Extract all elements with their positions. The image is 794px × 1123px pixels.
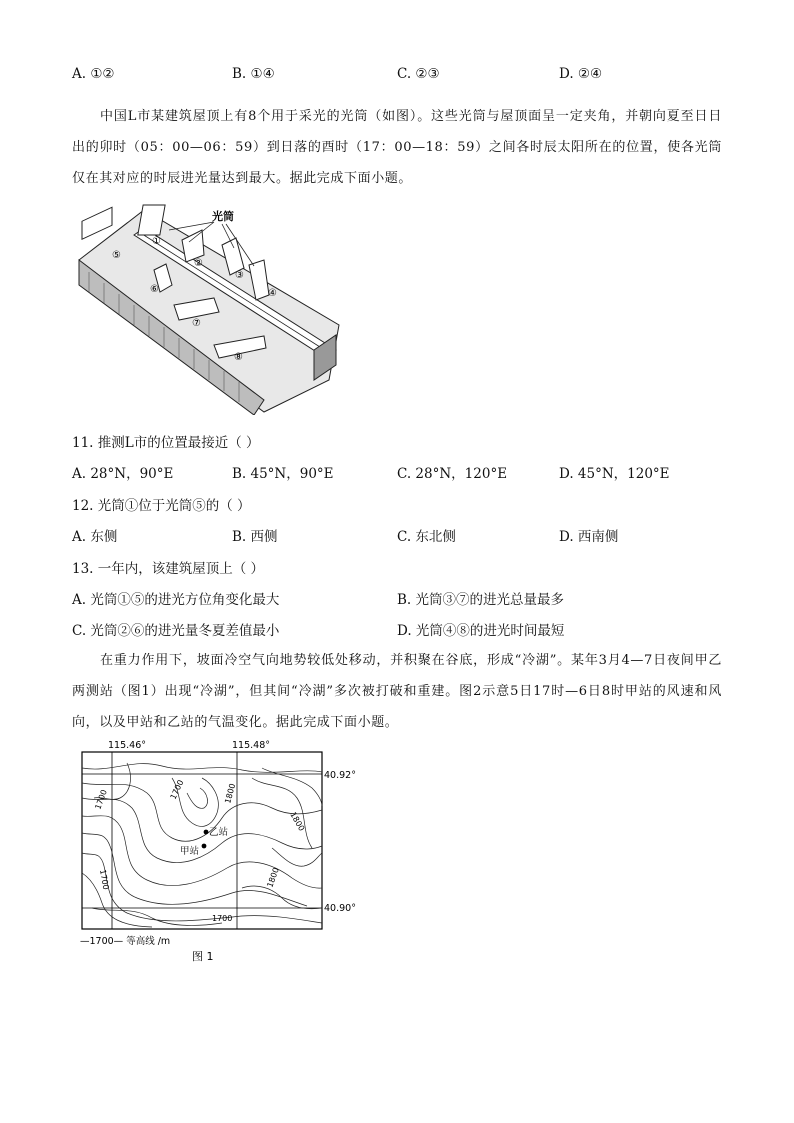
station-jia-dot [202,844,207,849]
marker-4: ④ [268,288,277,299]
q13-options-row1 [72,588,732,608]
contour-label-3: 1800 [223,782,238,805]
q13-option-c: C. 光筒②⑥的进光量冬夏差值最小 [72,623,280,639]
contour-label-4: 1800 [288,810,307,833]
station-yi-label: 乙站 [209,827,229,838]
station-yi-dot [204,830,209,835]
station-jia-label: 甲站 [180,846,200,857]
contour-label-1: 1700 [93,788,109,811]
q13-option-d: D. 光筒④⑧的进光时间最短 [397,623,565,639]
q13-stem: 13. 一年内，该建筑屋顶上（ ） [72,561,265,577]
contour-label-5: 1700 [98,868,111,891]
map-legend: —1700— 等高线 /m [80,936,171,947]
lat-label-1: 40.92° [324,770,356,781]
q13-options-row2 [72,619,732,639]
tube-label: 光筒 [212,210,234,223]
contour-label-2: 1700 [168,778,186,801]
q11-stem: 11. 推测L市的位置最接近（ ） [72,435,260,451]
marker-5: ⑤ [112,250,121,261]
marker-6: ⑥ [150,284,159,295]
marker-2: ② [194,258,203,269]
q13-option-a: A. 光筒①⑤的进光方位角变化最大 [72,592,280,608]
passage-cold-lake: 在重力作用下，坡面冷空气向地势较低处移动，并积聚在谷底，形成“冷湖”。某年3月4—7日夜间甲乙两测站（图1）出现“冷湖”，但其间“冷湖”多次被打破和重建。图2示意5日17时—6日8时甲站的风速和风向，以及甲站和乙站的气温变化。据此完成下面小题。 [72,653,722,730]
q10-option-b: B. ①④ [232,66,275,82]
q10-option-a: A. ①② [72,66,115,82]
marker-8: ⑧ [234,352,243,363]
lon-label-1: 115.46° [108,740,146,751]
q12-options [72,525,732,545]
q11-options [72,462,732,482]
q10-option-d: D. ②④ [559,66,603,82]
q12-option-c: C. 东北侧 [397,529,456,545]
lon-label-2: 115.48° [232,740,270,751]
q13-option-b: B. 光筒③⑦的进光总量最多 [397,592,565,608]
figure-caption: 图 1 [192,950,214,963]
contour-label-7: 1700 [212,914,233,923]
passage-light-tubes: 中国L市某建筑屋顶上有8个用于采光的光筒（如图）。这些光筒与屋顶面呈一定夹角，并朝向夏至日日出的卯时（05：00—06：59）到日落的酉时（17：00—18：59）之间各时辰太阳所在的位置，使各光筒仅在其对应的时辰进光量达到最大。据此完成下面小题。 [72,109,722,186]
q12-option-a: A. 东侧 [72,529,118,545]
q10-options [72,66,732,86]
q12-option-d: D. 西南侧 [559,529,619,545]
q11-option-a: A. 28°N，90°E [72,466,174,482]
q12-option-b: B. 西侧 [232,529,278,545]
marker-1: ① [152,236,161,247]
contour-map [72,738,372,968]
building-light-tube-figure [74,200,344,415]
q10-option-c: C. ②③ [397,66,440,82]
q11-option-b: B. 45°N，90°E [232,466,334,482]
marker-3: ③ [235,270,244,281]
q11-option-c: C. 28°N，120°E [397,466,508,482]
lat-label-2: 40.90° [324,903,356,914]
marker-7: ⑦ [192,318,201,329]
q12-stem: 12. 光筒①位于光筒⑤的（ ） [72,498,251,514]
q11-option-d: D. 45°N，120°E [559,466,670,482]
contour-label-6: 1800 [265,866,281,889]
